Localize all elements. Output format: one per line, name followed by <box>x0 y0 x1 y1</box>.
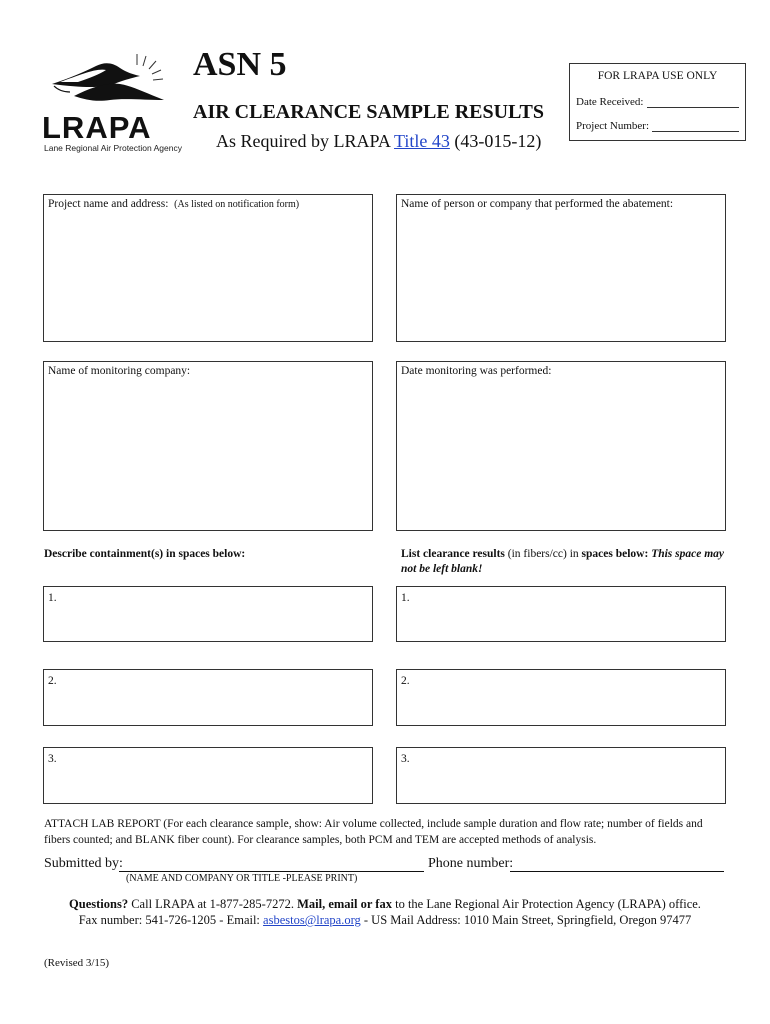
clearance-field-3[interactable] <box>396 747 726 804</box>
subtitle-prefix: As Required by LRAPA <box>216 131 395 151</box>
containment-heading: Describe containment(s) in spaces below: <box>44 548 246 560</box>
abatement-performer-field[interactable] <box>396 194 726 342</box>
project-name-note: (As listed on notification form) <box>174 199 300 210</box>
project-number-field[interactable] <box>652 121 739 132</box>
clearance-heading-warning: This space may not be left blank! <box>401 548 725 575</box>
monitoring-date-field[interactable] <box>396 361 726 531</box>
form-subtitle <box>216 131 541 152</box>
clearance-heading-bold-2: spaces below: <box>581 548 652 560</box>
clearance-heading-normal: (in fibers/cc) in <box>504 548 582 560</box>
mail-email-fax-label: Mail, email or fax <box>297 897 392 911</box>
project-number-label: Project Number: <box>576 120 650 132</box>
project-number-row <box>576 120 739 132</box>
monitoring-date-label: Date monitoring was performed: <box>401 365 552 377</box>
subtitle-suffix: (43-015-12) <box>449 131 542 151</box>
clearance-field-2[interactable] <box>396 669 726 726</box>
clearance-heading <box>401 547 727 577</box>
call-text: Call LRAPA at 1-877-285-7272. <box>128 897 298 911</box>
logo-tagline: Lane Regional Air Protection Agency <box>44 143 182 153</box>
fax-text: Fax number: 541-726-1205 - Email: <box>78 913 264 927</box>
phone-number-label: Phone number: <box>428 856 514 871</box>
date-received-field[interactable] <box>647 97 740 108</box>
office-use-title: FOR LRAPA USE ONLY <box>597 70 718 82</box>
monitoring-company-field[interactable] <box>43 361 373 531</box>
containment-field-3[interactable] <box>43 747 373 804</box>
contact-line-1 <box>40 897 730 912</box>
form-code: ASN 5 <box>193 46 287 83</box>
email-link[interactable]: asbestos@lrapa.org <box>263 913 361 927</box>
clearance-field-1[interactable] <box>396 586 726 642</box>
clearance-number: 3. <box>401 753 410 765</box>
containment-number: 2. <box>48 675 57 687</box>
phone-number-field[interactable] <box>510 856 724 872</box>
project-name-label-text: Project name and address: <box>48 198 169 210</box>
containment-field-1[interactable] <box>43 586 373 642</box>
attach-lab-report-note: ATTACH LAB REPORT (For each clearance sample, show: Air volume collected, include sample duration and flow rate; number of fields and fibers counted; and BLANK fiber count). For clearance samples, both PCM and TEM are accepted methods of analysis. <box>44 818 703 846</box>
office-text: to the Lane Regional Air Protection Agency (LRAPA) office. <box>391 897 701 911</box>
clearance-number: 1. <box>401 592 410 604</box>
contact-line-2 <box>40 913 730 928</box>
form-title: AIR CLEARANCE SAMPLE RESULTS <box>193 101 545 123</box>
revision-note: (Revised 3/15) <box>44 957 110 969</box>
clearance-number: 2. <box>401 675 410 687</box>
containment-number: 3. <box>48 753 57 765</box>
date-received-row <box>576 96 739 108</box>
monitoring-company-label: Name of monitoring company: <box>48 365 191 377</box>
project-name-label <box>48 198 299 210</box>
title-43-link[interactable]: Title 43 <box>394 131 450 151</box>
address-text: - US Mail Address: 1010 Main Street, Springfield, Oregon 97477 <box>360 913 692 927</box>
submitted-by-label: Submitted by: <box>44 856 123 871</box>
containment-number: 1. <box>48 592 57 604</box>
submitted-by-field[interactable] <box>119 856 424 872</box>
submitted-by-caption: (NAME AND COMPANY OR TITLE -PLEASE PRINT) <box>126 873 358 884</box>
mountain-sun-icon <box>40 48 190 114</box>
questions-label: Questions? <box>69 897 129 911</box>
project-name-field[interactable] <box>43 194 373 342</box>
date-received-label: Date Received: <box>576 96 644 108</box>
logo-wordmark: LRAPA <box>42 110 152 145</box>
containment-field-2[interactable] <box>43 669 373 726</box>
abatement-performer-label: Name of person or company that performed the abatement: <box>401 198 674 210</box>
clearance-heading-bold-1: List clearance results <box>401 548 505 560</box>
office-use-box <box>569 63 746 141</box>
